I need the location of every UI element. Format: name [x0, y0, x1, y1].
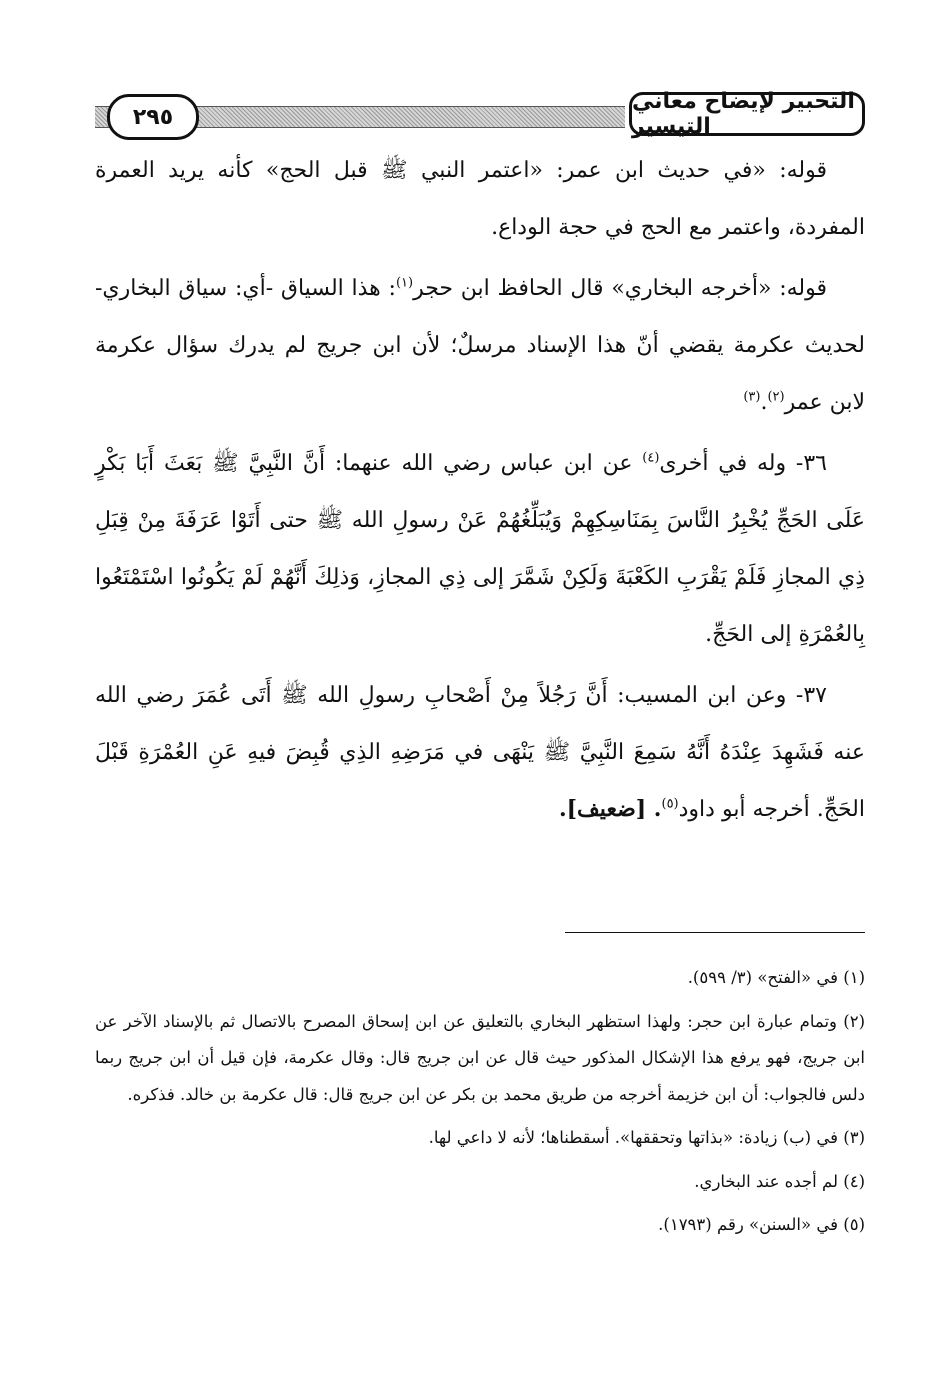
footnote-ref-2: (٢)	[767, 389, 785, 405]
book-title: التحبير لإيضاح معاني التيسير	[629, 92, 865, 136]
hadith-36-text: عن ابن عباس رضي الله عنهما: أَنَّ النَّبِيَّ ﷺ بَعَثَ أَبَا بَكْرٍ عَلَى الحَجِّ يُخْبِرُ النَّاسَ بِمَنَاسِكِهِمْ وَيُبَلِّغُهُمْ عَنْ رسولِ الله ﷺ حتى أَتَوْا عَرَفَةَ مِنْ قِبَلِ ذِي المجازِ فَلَمْ يَقْرَبِ الكَعْبَةَ وَلَكِنْ شَمَّرَ إلى ذِي المجازِ، وَذلِكَ أَنَّهُمْ لَمْ يَكُونُوا اسْتَمْتَعُوا بِالعُمْرَةِ إلى الحَجِّ.	[95, 451, 865, 647]
footnote-ref-5: (٥)	[661, 796, 679, 812]
footnote-ref-4: (٤)	[642, 450, 660, 466]
footnote-4: (٤) لم أجده عند البخاري.	[694, 1171, 865, 1191]
paragraph-1-text: قوله: «في حديث ابن عمر: «اعتمر النبي ﷺ قبل الحج» كأنه يريد العمرة المفردة، واعتمر مع الحج في حجة الوداع.	[95, 158, 865, 240]
footnote-2: (٢) وتمام عبارة ابن حجر: ولهذا استظهر البخاري بالتعليق عن ابن إسحاق المصرح بالاتصال ثم بالإسناد الآخر عن ابن جريج، فهو يرفع هذا الإشكال المذكور حيث قال عن ابن جريج قال: وقال عكرمة، فإن قيل أن ابن جريج ربما دلس فالجواب: أن ابن خزيمة أخرجه من طريق محمد بن بكر عن ابن جريج قال: قال عكرمة بن خالد. فذكره.	[95, 1011, 865, 1104]
hadith-36	[95, 435, 865, 663]
page-number: ٢٩٥	[107, 94, 199, 140]
footnote-1: (١) في «الفتح» (٣/ ٥٩٩).	[687, 968, 865, 987]
paragraph-2	[95, 260, 865, 431]
paragraph-2-text: قوله: «أخرجه البخاري» قال الحافظ ابن حجر	[413, 276, 827, 301]
hadith-37-grade: . [ضعيف].	[558, 796, 662, 822]
page-header	[95, 89, 865, 140]
footnote-separator	[565, 932, 865, 933]
paragraph-2-end: .	[760, 390, 768, 415]
paragraph-2-text-cont: : هذا السياق -أي: سياق البخاري- لحديث عكرمة يقضي أنّ هذا الإسناد مرسلٌ؛ لأن ابن جريج لم يدرك سؤال عكرمة لابن عمر	[95, 276, 865, 415]
hadith-37	[95, 667, 865, 838]
footnotes	[95, 960, 865, 1251]
hadith-37-text: ٣٧- وعن ابن المسيب: أَنَّ رَجُلاً مِنْ أَصْحابِ رسولِ الله ﷺ أَتَى عُمَرَ رضي الله عنه فَشَهِدَ عِنْدَهُ أَنَّهُ سَمِعَ النَّبِيَّ ﷺ يَنْهَى في مَرَضِهِ الذِي قُبِضَ فيهِ عَنِ العُمْرَةِ قَبْلَ الحَجِّ. أخرجه أبو داود	[95, 683, 865, 822]
main-text	[95, 142, 865, 842]
footnote-5: (٥) في «السنن» رقم (١٧٩٣).	[658, 1215, 865, 1234]
paragraph-1	[95, 142, 865, 256]
hadith-36-intro: ٣٦- وله في أخرى	[659, 451, 827, 476]
footnote-3: (٣) في (ب) زيادة: «بذاتها وتحققها». أسقطناها؛ لأنه لا داعي لها.	[428, 1128, 865, 1147]
footnote-ref-3: (٣)	[743, 389, 761, 405]
footnote-ref-1: (١)	[395, 275, 414, 291]
